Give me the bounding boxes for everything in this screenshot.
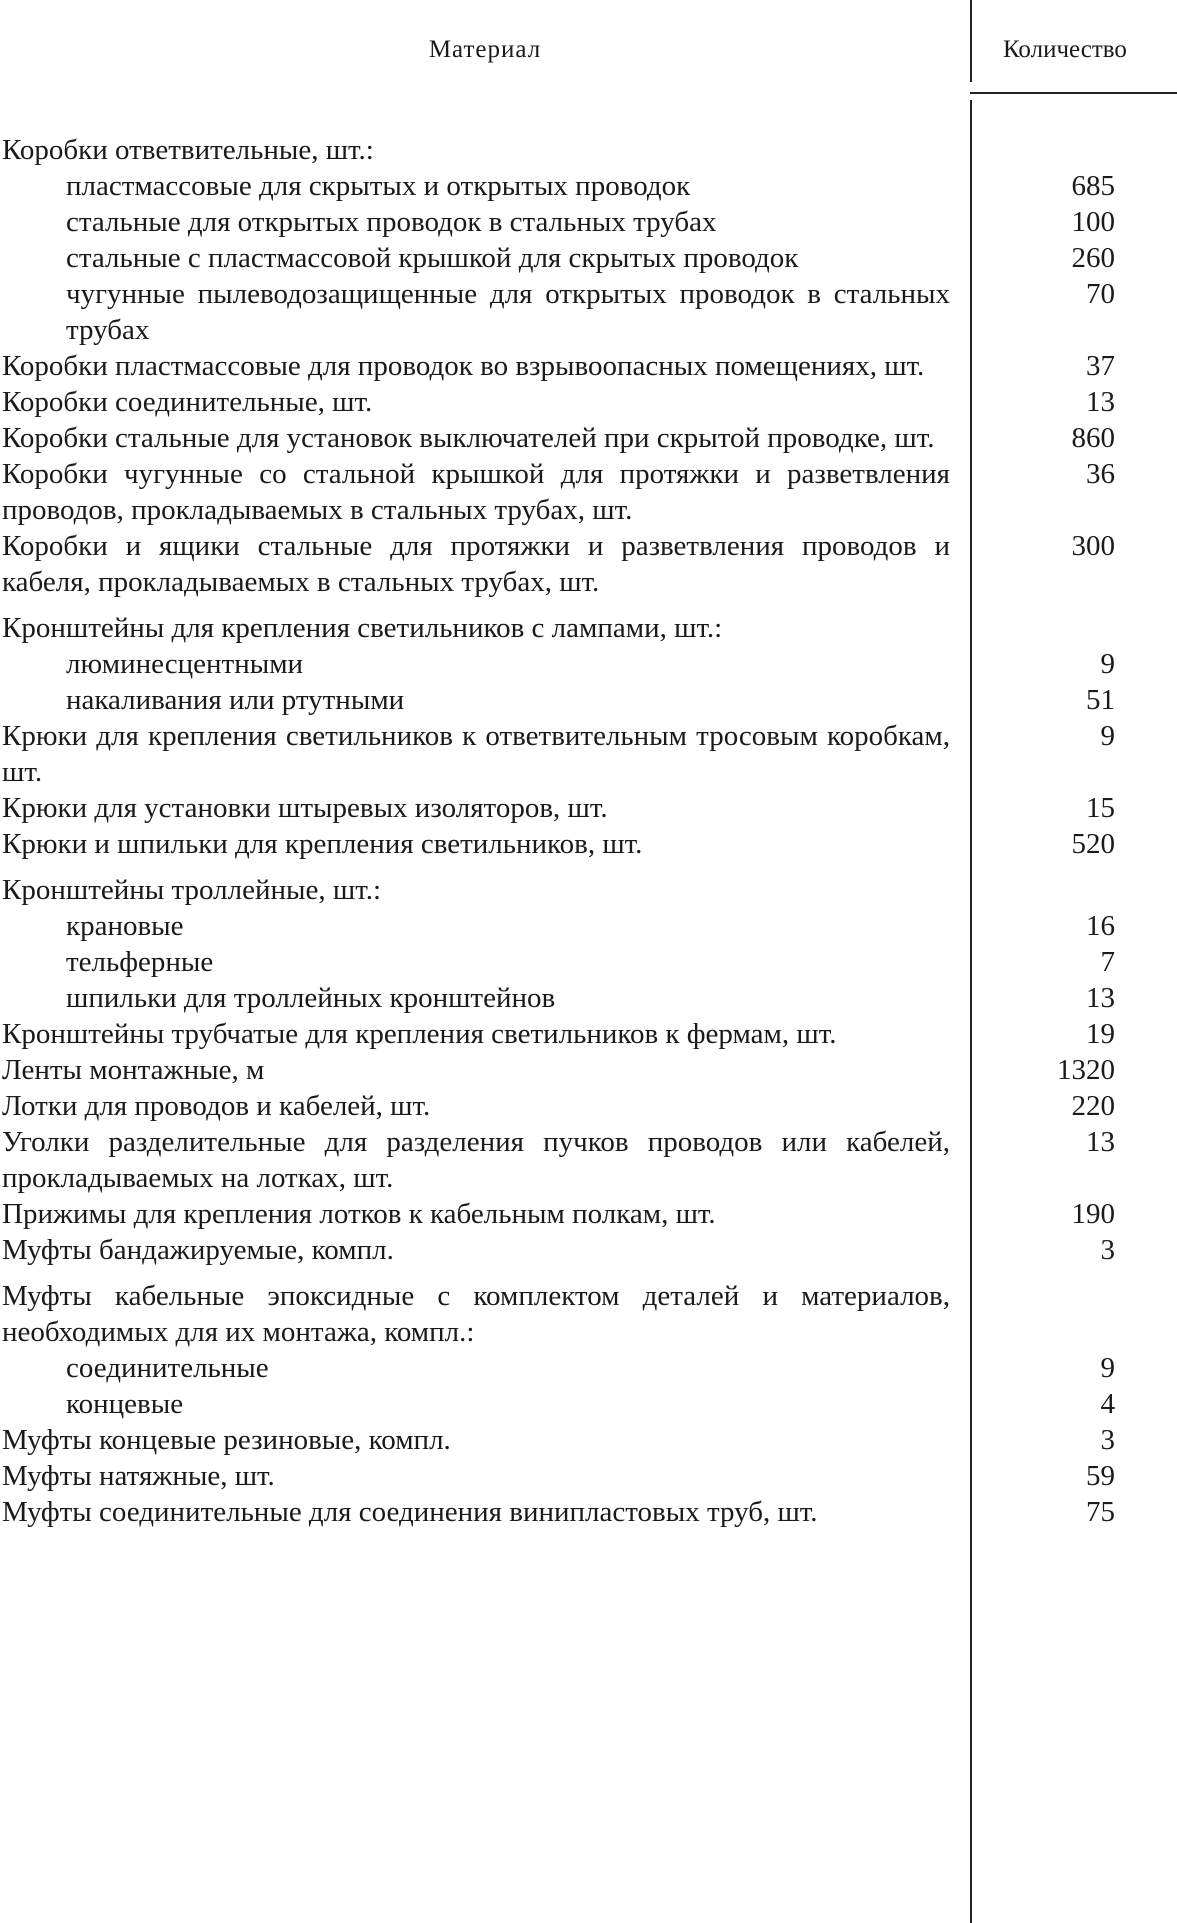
material-cell: Коробки соединительные, шт. (2, 386, 373, 418)
table-row (0, 980, 1177, 1016)
table-row (0, 1350, 1177, 1386)
quantity-cell: 15 (1086, 792, 1115, 824)
table-row (0, 420, 1177, 456)
material-cell: Уголки разделительные для разделения пучков проводов или кабелей, прокладываемых на лотках, шт. (2, 1126, 950, 1194)
table-row (0, 1088, 1177, 1124)
quantity-cell: 75 (1086, 1496, 1115, 1528)
quantity-cell: 3 (1100, 1424, 1115, 1456)
table-row (0, 790, 1177, 826)
material-cell: Муфты натяжные, шт. (2, 1460, 275, 1492)
table-row (0, 132, 1177, 168)
quantity-cell: 70 (1086, 278, 1115, 310)
table-row (0, 872, 1177, 908)
quantity-cell: 13 (1086, 1126, 1115, 1158)
material-cell: Прижимы для крепления лотков к кабельным полкам, шт. (2, 1198, 716, 1230)
material-cell: Ленты монтажные, м (2, 1054, 265, 1086)
quantity-cell: 3 (1100, 1234, 1115, 1266)
table-row (0, 1016, 1177, 1052)
quantity-cell: 1320 (1057, 1054, 1115, 1086)
material-cell: Крюки для установки штыревых изоляторов, шт. (2, 792, 608, 824)
table-row (0, 1278, 1177, 1350)
quantity-cell: 13 (1086, 386, 1115, 418)
material-cell: Лотки для проводов и кабелей, шт. (2, 1090, 431, 1122)
table-row (0, 1232, 1177, 1268)
material-cell: стальные с пластмассовой крышкой для скрытых проводок (66, 242, 799, 274)
table-row (0, 240, 1177, 276)
material-cell: Кронштейны троллейные, шт.: (2, 874, 381, 906)
material-cell: тельферные (66, 946, 214, 978)
material-cell: Коробки и ящики стальные для протяжки и разветвления проводов и кабеля, прокладываемых в стальных трубах, шт. (2, 530, 950, 598)
material-cell: чугунные пылеводозащищенные для открытых проводок в стальных трубах (66, 278, 950, 346)
material-cell: Коробки ответвительные, шт.: (2, 134, 374, 166)
table-row (0, 826, 1177, 862)
quantity-cell: 19 (1086, 1018, 1115, 1050)
header-column-divider (970, 0, 972, 82)
material-cell: Кронштейны трубчатые для крепления светильников к фермам, шт. (2, 1018, 837, 1050)
table-row (0, 204, 1177, 240)
material-cell: Коробки чугунные со стальной крышкой для протяжки и разветвления проводов, прокладываемых в стальных трубах, шт. (2, 458, 950, 526)
table-row (0, 1196, 1177, 1232)
quantity-cell: 190 (1071, 1198, 1115, 1230)
material-cell: соединительные (66, 1352, 269, 1384)
material-cell: Коробки пластмассовые для проводок во взрывоопасных помещениях, шт. (2, 350, 925, 382)
table-row (0, 384, 1177, 420)
table-row (0, 528, 1177, 600)
quantity-cell: 520 (1071, 828, 1115, 860)
quantity-cell: 685 (1071, 170, 1115, 202)
table-row (0, 348, 1177, 384)
table-row (0, 168, 1177, 204)
quantity-cell: 300 (1071, 530, 1115, 562)
material-cell: накаливания или ртутными (66, 684, 405, 716)
table-row (0, 944, 1177, 980)
table-row (0, 276, 1177, 348)
table-row (0, 1386, 1177, 1422)
material-cell: шпильки для троллейных кронштейнов (66, 982, 556, 1014)
group-spacer (0, 862, 1177, 872)
material-cell: Муфты бандажируемые, компл. (2, 1234, 394, 1266)
group-spacer (0, 600, 1177, 610)
table-row (0, 646, 1177, 682)
quantity-cell: 860 (1071, 422, 1115, 454)
quantity-cell: 260 (1071, 242, 1115, 274)
material-cell: Кронштейны для крепления светильников с лампами, шт.: (2, 612, 723, 644)
material-cell: Муфты концевые резиновые, компл. (2, 1424, 451, 1456)
material-cell: Крюки для крепления светильников к ответвительным тросовым коробкам, шт. (2, 720, 950, 788)
material-cell: люминесцентными (66, 648, 304, 680)
quantity-cell: 13 (1086, 982, 1115, 1014)
group-spacer (0, 1268, 1177, 1278)
material-table (0, 132, 1177, 1530)
table-row (0, 1458, 1177, 1494)
table-row (0, 456, 1177, 528)
table-row (0, 718, 1177, 790)
quantity-cell: 220 (1071, 1090, 1115, 1122)
quantity-cell: 16 (1086, 910, 1115, 942)
table-row (0, 1422, 1177, 1458)
material-cell: стальные для открытых проводок в стальных трубах (66, 206, 717, 238)
material-cell: концевые (66, 1388, 184, 1420)
material-cell: Муфты кабельные эпоксидные с комплектом деталей и материалов, необходимых для их монтажа, компл.: (2, 1280, 950, 1348)
material-cell: Муфты соединительные для соединения винипластовых труб, шт. (2, 1496, 818, 1528)
table-row (0, 610, 1177, 646)
quantity-cell: 9 (1100, 720, 1115, 752)
table-row (0, 1124, 1177, 1196)
column-header-quantity: Количество (1003, 36, 1127, 63)
quantity-cell: 9 (1100, 648, 1115, 680)
material-cell: Коробки стальные для установок выключателей при скрытой проводке, шт. (2, 422, 935, 454)
table-row (0, 1052, 1177, 1088)
quantity-cell: 9 (1100, 1352, 1115, 1384)
quantity-cell: 4 (1100, 1388, 1115, 1420)
material-cell: крановые (66, 910, 184, 942)
quantity-cell: 51 (1086, 684, 1115, 716)
table-row (0, 1494, 1177, 1530)
quantity-cell: 59 (1086, 1460, 1115, 1492)
table-row (0, 908, 1177, 944)
table-row (0, 682, 1177, 718)
header-rule (970, 92, 1177, 94)
material-cell: Крюки и шпильки для крепления светильников, шт. (2, 828, 643, 860)
column-header-material: Материал (428, 36, 542, 63)
quantity-cell: 36 (1086, 458, 1115, 490)
quantity-cell: 7 (1100, 946, 1115, 978)
quantity-cell: 37 (1086, 350, 1115, 382)
quantity-cell: 100 (1071, 206, 1115, 238)
material-cell: пластмассовые для скрытых и открытых проводок (66, 170, 691, 202)
